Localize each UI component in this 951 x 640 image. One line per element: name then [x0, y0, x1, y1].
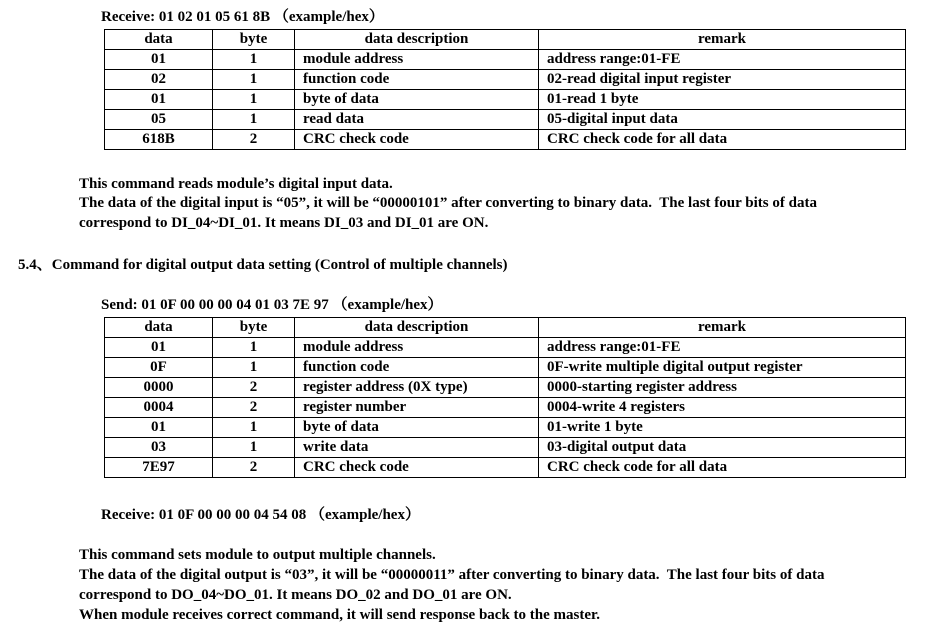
col-header-data: data: [105, 30, 213, 50]
cell-byte: 1: [213, 338, 295, 358]
send-line: Send: 01 0F 00 00 00 04 01 03 7E 97 （example/hex）: [101, 297, 443, 313]
cell-remark: 02-read digital input register: [539, 70, 906, 90]
cell-data: 02: [105, 70, 213, 90]
cell-description: byte of data: [295, 90, 539, 110]
receive-table: [104, 29, 906, 150]
cell-remark: 0004-write 4 registers: [539, 398, 906, 418]
paragraph-line: correspond to DI_04~DI_01. It means DI_03 and DI_01 are ON.: [79, 215, 489, 231]
cell-data: 7E97: [105, 458, 213, 478]
cell-remark: 0000-starting register address: [539, 378, 906, 398]
cell-description: function code: [295, 358, 539, 378]
table-header-row: [105, 318, 906, 338]
cell-remark: address range:01-FE: [539, 338, 906, 358]
cell-description: byte of data: [295, 418, 539, 438]
paragraph-line: correspond to DO_04~DO_01. It means DO_02 and DO_01 are ON.: [79, 587, 512, 603]
cell-remark: 05-digital input data: [539, 110, 906, 130]
cell-data: 0000: [105, 378, 213, 398]
cell-remark: CRC check code for all data: [539, 130, 906, 150]
table-row: [105, 438, 906, 458]
col-header-description: data description: [295, 318, 539, 338]
cell-byte: 1: [213, 438, 295, 458]
cell-description: CRC check code: [295, 458, 539, 478]
col-header-description: data description: [295, 30, 539, 50]
cell-description: read data: [295, 110, 539, 130]
cell-remark: 03-digital output data: [539, 438, 906, 458]
cell-data: 01: [105, 338, 213, 358]
receive-line-2: Receive: 01 0F 00 00 00 04 54 08 （example/hex）: [101, 507, 420, 523]
table-row: [105, 418, 906, 438]
cell-byte: 1: [213, 418, 295, 438]
cell-data: 0004: [105, 398, 213, 418]
table-row: [105, 70, 906, 90]
table-row: [105, 358, 906, 378]
cell-remark: address range:01-FE: [539, 50, 906, 70]
table-row: [105, 50, 906, 70]
cell-data: 01: [105, 90, 213, 110]
paragraph-line: This command reads module’s digital input data.: [79, 176, 393, 192]
table-row: [105, 378, 906, 398]
cell-byte: 2: [213, 378, 295, 398]
cell-data: 01: [105, 50, 213, 70]
cell-description: module address: [295, 50, 539, 70]
table-row: [105, 90, 906, 110]
table-row: [105, 338, 906, 358]
paragraph-line: When module receives correct command, it will send response back to the master.: [79, 607, 601, 623]
cell-byte: 1: [213, 50, 295, 70]
cell-byte: 1: [213, 90, 295, 110]
cell-description: function code: [295, 70, 539, 90]
col-header-byte: byte: [213, 318, 295, 338]
paragraph-line: The data of the digital input is “05”, it will be “00000101” after converting to binary data. The last four bits of data: [79, 195, 817, 211]
cell-data: 03: [105, 438, 213, 458]
col-header-data: data: [105, 318, 213, 338]
paragraph-line: This command sets module to output multiple channels.: [79, 547, 436, 563]
section-title: 5.4、Command for digital output data setting (Control of multiple channels): [18, 257, 508, 273]
table-row: [105, 398, 906, 418]
cell-byte: 2: [213, 130, 295, 150]
paragraph-line: The data of the digital output is “03”, it will be “00000011” after converting to binary data. The last four bits of data: [79, 567, 825, 583]
cell-remark: CRC check code for all data: [539, 458, 906, 478]
cell-data: 05: [105, 110, 213, 130]
table-row: [105, 130, 906, 150]
table-header-row: [105, 30, 906, 50]
cell-byte: 1: [213, 110, 295, 130]
cell-byte: 2: [213, 458, 295, 478]
col-header-remark: remark: [539, 318, 906, 338]
receive-line-1: Receive: 01 02 01 05 61 8B （example/hex）: [101, 9, 384, 25]
cell-remark: 0F-write multiple digital output register: [539, 358, 906, 378]
cell-description: register number: [295, 398, 539, 418]
table-row: [105, 458, 906, 478]
cell-byte: 2: [213, 398, 295, 418]
cell-remark: 01-write 1 byte: [539, 418, 906, 438]
cell-description: CRC check code: [295, 130, 539, 150]
send-table: [104, 317, 906, 478]
cell-remark: 01-read 1 byte: [539, 90, 906, 110]
col-header-byte: byte: [213, 30, 295, 50]
cell-data: 01: [105, 418, 213, 438]
col-header-remark: remark: [539, 30, 906, 50]
cell-description: module address: [295, 338, 539, 358]
cell-description: write data: [295, 438, 539, 458]
cell-data: 0F: [105, 358, 213, 378]
cell-description: register address (0X type): [295, 378, 539, 398]
cell-byte: 1: [213, 358, 295, 378]
cell-data: 618B: [105, 130, 213, 150]
table-row: [105, 110, 906, 130]
cell-byte: 1: [213, 70, 295, 90]
